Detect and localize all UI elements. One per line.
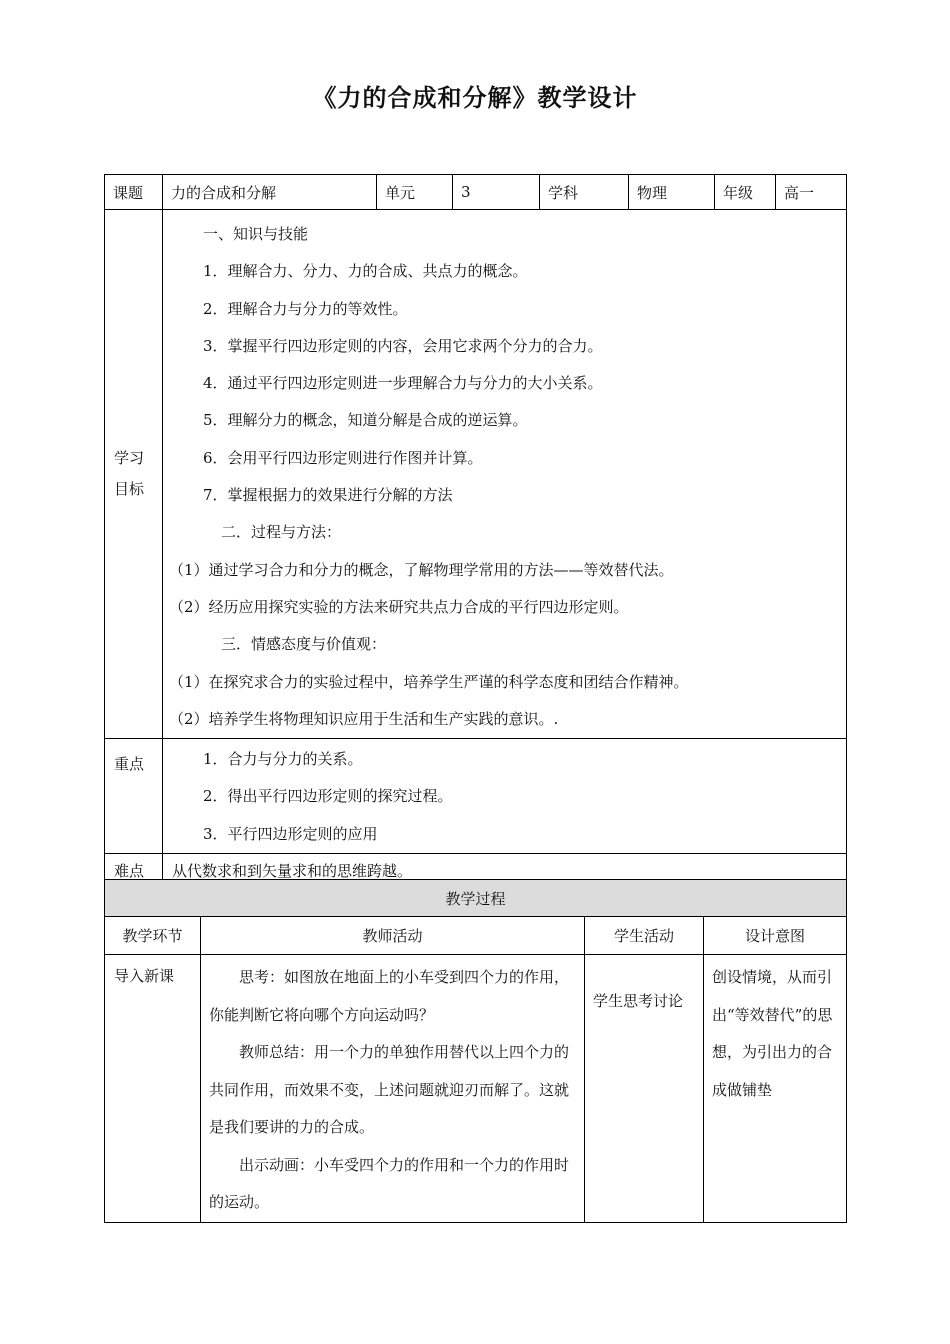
objective-line: 7．掌握根据力的效果进行分解的方法 <box>203 486 453 505</box>
header-student: 学生活动 <box>585 917 704 955</box>
lesson-info-table <box>104 174 847 887</box>
grade-label: 年级 <box>715 175 776 210</box>
info-row <box>105 175 847 210</box>
key-point-line: 3．平行四边形定则的应用 <box>203 824 378 843</box>
objectives-content <box>163 210 847 739</box>
objective-line: 2．理解合力与分力的等效性。 <box>203 299 408 318</box>
page-title: 《力的合成和分解》教学设计 <box>312 84 638 112</box>
objective-line: 6．会用平行四边形定则进行作图并计算。 <box>203 448 483 467</box>
grade-value: 高一 <box>776 175 847 210</box>
process-row <box>105 955 847 1223</box>
key-points-label: 重点 <box>105 739 163 854</box>
step-cell: 导入新课 <box>105 955 201 1223</box>
key-point-line: 1．合力与分力的关系。 <box>203 750 363 769</box>
key-point-line: 2．得出平行四边形定则的探究过程。 <box>203 787 453 806</box>
objective-line: 三．情感态度与价值观： <box>221 635 387 654</box>
topic-value: 力的合成和分解 <box>163 175 377 210</box>
subject-value: 物理 <box>629 175 715 210</box>
objectives-label-top: 学习 <box>114 449 145 468</box>
teacher-paragraph: 出示动画：小车受四个力的作用和一个力的作用时的运动。 <box>209 1155 570 1211</box>
objectives-row <box>105 210 847 739</box>
topic-label: 课题 <box>105 175 163 210</box>
teacher-activity-cell <box>201 955 585 1223</box>
objective-line: 二．过程与方法： <box>221 523 342 542</box>
teaching-process-table <box>104 879 847 1223</box>
objective-line: 5．理解分力的概念，知道分解是合成的逆运算。 <box>203 411 528 430</box>
process-header-row <box>105 917 847 955</box>
objective-line: 4．通过平行四边形定则进一步理解合力与分力的大小关系。 <box>203 374 603 393</box>
objectives-label-bottom: 目标 <box>114 480 145 499</box>
design-intent-cell: 创设情境，从而引出“等效替代”的思想，为引出力的合成做铺垫 <box>704 955 847 1223</box>
key-points-row <box>105 739 847 854</box>
unit-label: 单元 <box>377 175 453 210</box>
objective-line: 3．掌握平行四边形定则的内容，会用它求两个分力的合力。 <box>203 336 603 355</box>
student-activity-cell: 学生思考讨论 <box>585 955 704 1223</box>
objective-line: （2）培养学生将物理知识应用于生活和生产实践的意识。. <box>169 709 559 728</box>
key-points-content <box>163 739 847 854</box>
difficulty-label: 难点 <box>105 854 163 887</box>
process-title-row <box>105 880 847 917</box>
header-teacher: 教师活动 <box>201 917 585 955</box>
objective-line: （1）在探究求合力的实验过程中，培养学生严谨的科学态度和团结合作精神。 <box>169 672 689 691</box>
subject-label: 学科 <box>540 175 629 210</box>
header-step: 教学环节 <box>105 917 201 955</box>
objective-line: （2）经历应用探究实验的方法来研究共点力合成的平行四边形定则。 <box>169 597 629 616</box>
objectives-label-cell <box>105 210 163 739</box>
difficulty-text: 从代数求和到矢量求和的思维跨越。 <box>163 854 847 887</box>
unit-value: 3 <box>453 175 540 210</box>
process-title: 教学过程 <box>105 880 847 917</box>
teacher-paragraph: 思考：如图放在地面上的小车受到四个力的作用，你能判断它将向哪个方向运动吗？ <box>209 968 570 1024</box>
objective-line: （1）通过学习合力和分力的概念，了解物理学常用的方法——等效替代法。 <box>169 560 674 579</box>
objective-line: 一、知识与技能 <box>203 225 309 243</box>
objective-line: 1．理解合力、分力、力的合成、共点力的概念。 <box>203 262 528 281</box>
header-design: 设计意图 <box>704 917 847 955</box>
teacher-paragraph: 教师总结：用一个力的单独作用替代以上四个力的共同作用，而效果不变，上述问题就迎刃而解了。这就是我们要讲的力的合成。 <box>209 1043 570 1136</box>
